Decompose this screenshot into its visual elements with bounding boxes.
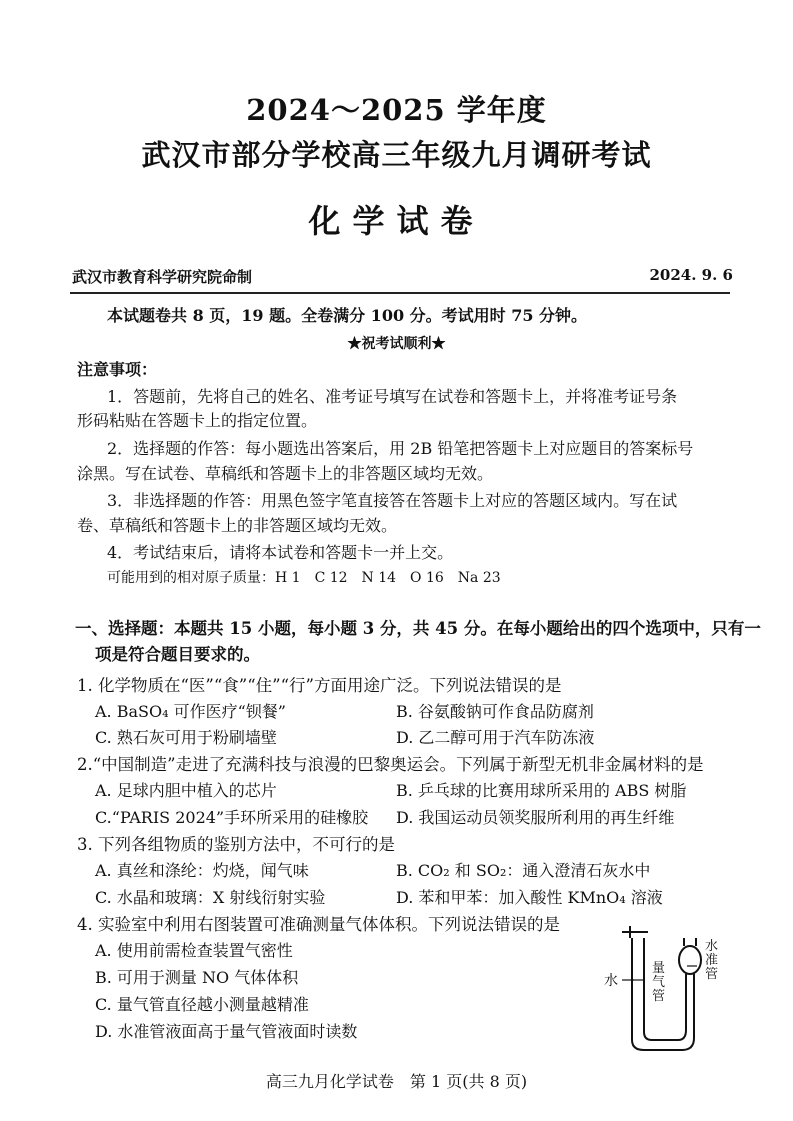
page-footer: 高三九月化学试卷 第 1 页(共 8 页): [265, 1072, 528, 1091]
notice-3-line1: 3．非选择题的作答：用黑色签字笔直接答在答题卡上对应的答题区域内。写在试: [107, 491, 678, 510]
question-3-option-c: C. 水晶和玻璃：X 射线衍射实验: [95, 888, 326, 907]
section-heading-line1: 一、选择题：本题共 15 小题，每小题 3 分，共 45 分。在每小题给出的四个选项中，只有一: [75, 619, 761, 638]
exam-title: 武汉市部分学校高三年级九月调研考试: [141, 138, 652, 172]
notice-title: 注意事项：: [77, 360, 158, 379]
question-2-option-d: D. 我国运动员领奖服所利用的再生纤维: [396, 808, 675, 827]
question-1-option-a: A. BaSO₄ 可作医疗“钡餐”: [95, 702, 286, 721]
notice-4: 4．考试结束后，请将本试卷和答题卡一并上交。: [107, 543, 454, 562]
atomic-masses: 可能用到的相对原子质量：H 1 C 12 N 14 O 16 Na 23: [107, 570, 501, 586]
question-1-option-c: C. 熟石灰可用于粉刷墙壁: [95, 728, 277, 747]
exam-date: 2024. 9. 6: [649, 266, 733, 284]
subject-title: 化学试卷: [308, 202, 485, 240]
question-1-option-b: B. 谷氨酸钠可作食品防腐剂: [396, 702, 594, 721]
question-4-option-d: D. 水准管液面高于量气管液面时读数: [95, 1022, 358, 1041]
notice-3-line2: 卷、草稿纸和答题卡上的非答题区域均无效。: [77, 516, 398, 535]
label-burette: 量气管: [652, 961, 666, 1004]
gas-measurement-apparatus: [600, 922, 740, 1062]
label-level-tube: 水准管: [705, 939, 719, 982]
section-heading-line2: 项是符合题目要求的。: [95, 645, 260, 664]
question-2-option-a: A. 足球内胆中植入的芯片: [95, 781, 277, 800]
good-luck-banner: ★祝考试顺利★: [347, 336, 446, 352]
exam-summary: 本试题卷共 8 页，19 题。全卷满分 100 分。考试用时 75 分钟。: [107, 306, 588, 325]
question-2-option-c: C.“PARIS 2024”手环所采用的硅橡胶: [95, 808, 369, 827]
question-3-option-b: B. CO₂ 和 SO₂：通入澄清石灰水中: [396, 861, 651, 880]
question-4-option-b: B. 可用于测量 NO 气体体积: [95, 968, 299, 987]
header-divider: [70, 292, 730, 294]
question-1-stem: 1. 化学物质在“医”“食”“住”“行”方面用途广泛。下列说法错误的是: [77, 676, 562, 695]
notice-1-line2: 形码粘贴在答题卡上的指定位置。: [77, 411, 318, 430]
question-2-stem: 2.“中国制造”走进了充满科技与浪漫的巴黎奥运会。下列属于新型无机非金属材料的是: [77, 755, 704, 774]
question-4-option-a: A. 使用前需检查装置气密性: [95, 941, 293, 960]
label-water: 水: [604, 973, 618, 989]
question-4-option-c: C. 量气管直径越小测量越精准: [95, 995, 309, 1014]
question-3-stem: 3. 下列各组物质的鉴别方法中，不可行的是: [77, 835, 395, 854]
question-4-stem: 4. 实验室中利用右图装置可准确测量气体体积。下列说法错误的是: [77, 915, 560, 934]
publisher: 武汉市教育科学研究院命制: [72, 268, 253, 286]
notice-2-line2: 涂黑。写在试卷、草稿纸和答题卡上的非答题区域均无效。: [77, 464, 494, 483]
question-2-option-b: B. 乒乓球的比赛用球所采用的 ABS 树脂: [396, 781, 687, 800]
question-1-option-d: D. 乙二醇可用于汽车防冻液: [396, 728, 595, 747]
apparatus-diagram: [600, 922, 740, 1062]
school-year: 2024～2025 学年度: [246, 93, 547, 127]
question-3-option-a: A. 真丝和涤纶：灼烧，闻气味: [95, 861, 309, 880]
notice-2-line1: 2．选择题的作答：每小题选出答案后，用 2B 铅笔把答题卡上对应题目的答案标号: [107, 439, 694, 458]
notice-1-line1: 1．答题前，先将自己的姓名、准考证号填写在试卷和答题卡上，并将准考证号条: [107, 387, 678, 406]
question-3-option-d: D. 苯和甲苯：加入酸性 KMnO₄ 溶液: [396, 888, 663, 907]
